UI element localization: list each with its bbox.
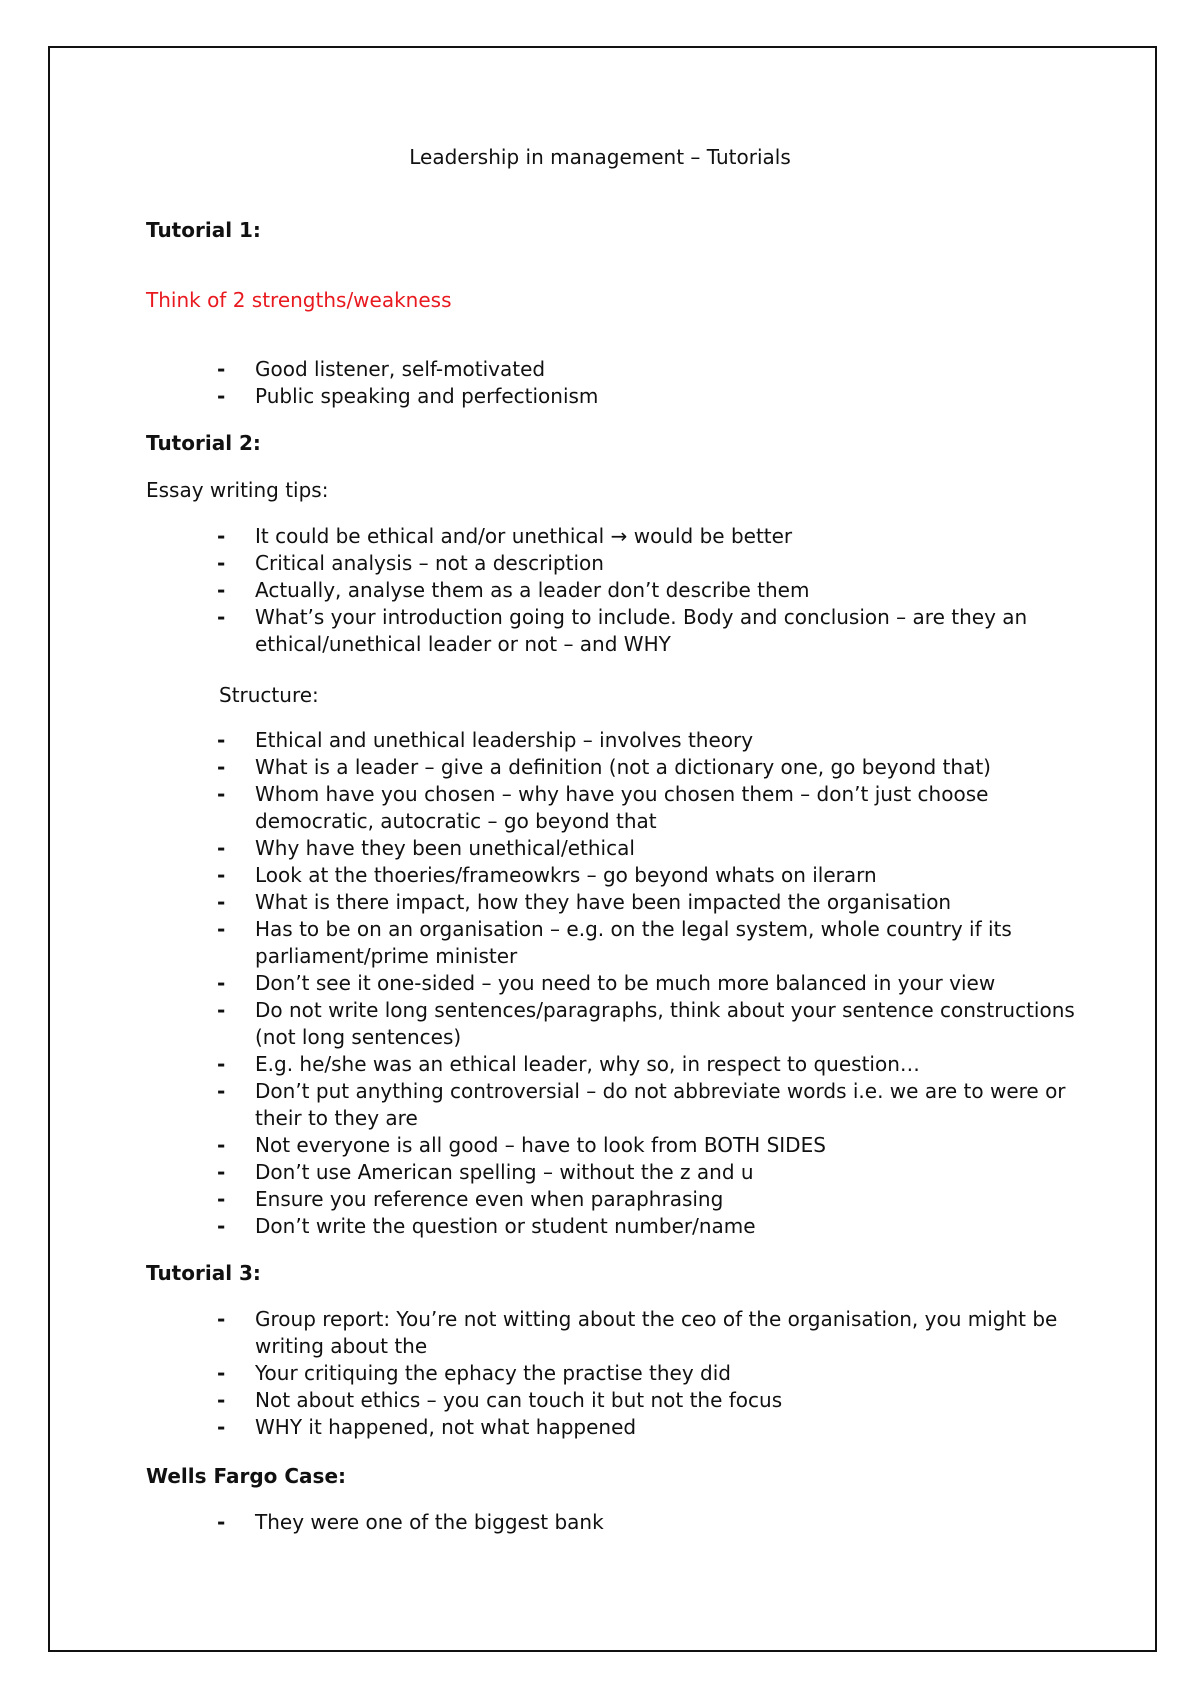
list-item-text: Good listener, self-motivated [255,357,546,381]
list-item [0,604,1075,658]
dash-bullet: - [217,605,226,629]
list-item-text: What is there impact, how they have been impacted the organisation [255,890,952,914]
dash-bullet: - [217,1388,226,1412]
dash-bullet: - [217,1214,226,1238]
tutorial-1-prompt: Think of 2 strengths/weakness [146,288,452,312]
list-item [0,1360,1075,1387]
dash-bullet: - [217,836,226,860]
list-item [0,835,1075,862]
dash-bullet: - [217,917,226,941]
tutorial-3-list [0,1306,1075,1441]
list-item [0,550,1075,577]
list-item-text: Don’t put anything controversial – do not abbreviate words i.e. we are to were or their to they are [255,1079,1066,1130]
list-item [0,916,1075,970]
list-item-text: WHY it happened, not what happened [255,1415,637,1439]
list-item-text: Group report: You’re not witting about the ceo of the organisation, you might be writing about the [255,1307,1058,1358]
list-item-text: Has to be on an organisation – e.g. on the legal system, whole country if its parliament/prime minister [255,917,1012,968]
list-item [0,889,1075,916]
wells-fargo-heading: Wells Fargo Case: [146,1464,346,1488]
dash-bullet: - [217,1133,226,1157]
tutorial-2-heading: Tutorial 2: [146,431,261,455]
list-item-text: Don’t use American spelling – without the z and u [255,1160,754,1184]
list-item [0,862,1075,889]
list-item [0,523,1075,550]
list-item-text: Actually, analyse them as a leader don’t describe them [255,578,810,602]
dash-bullet: - [217,998,226,1022]
dash-bullet: - [217,524,226,548]
tutorial-3-heading: Tutorial 3: [146,1261,261,1285]
list-item-text: Your critiquing the ephacy the practise they did [255,1361,731,1385]
list-item [0,997,1075,1051]
list-item-text: Critical analysis – not a description [255,551,604,575]
list-item [0,970,1075,997]
dash-bullet: - [217,1052,226,1076]
wells-fargo-list [0,1509,1075,1536]
list-item-text: Not everyone is all good – have to look from BOTH SIDES [255,1133,826,1157]
list-item [0,1306,1075,1360]
essay-tips-list [0,523,1075,658]
dash-bullet: - [217,384,226,408]
dash-bullet: - [217,1361,226,1385]
list-item-text: Not about ethics – you can touch it but not the focus [255,1388,783,1412]
list-item-text: Why have they been unethical/ethical [255,836,635,860]
list-item-text: It could be ethical and/or unethical → would be better [255,524,793,548]
list-item-text: Do not write long sentences/paragraphs, think about your sentence constructions (not long sentences) [255,998,1075,1049]
list-item-text: Ensure you reference even when paraphrasing [255,1187,724,1211]
dash-bullet: - [217,728,226,752]
dash-bullet: - [217,1187,226,1211]
dash-bullet: - [217,357,226,381]
list-item [0,1078,1075,1132]
dash-bullet: - [217,890,226,914]
list-item [0,1213,1075,1240]
list-item [0,1509,1075,1536]
list-item-text: Whom have you chosen – why have you chosen them – don’t just choose democratic, autocratic – go beyond that [255,782,989,833]
list-item [0,754,1075,781]
dash-bullet: - [217,755,226,779]
list-item-text: What is a leader – give a definition (not a dictionary one, go beyond that) [255,755,991,779]
document-title: Leadership in management – Tutorials [409,145,791,169]
list-item-text: They were one of the biggest bank [255,1510,604,1534]
list-item [0,1186,1075,1213]
list-item-text: Don’t see it one-sided – you need to be much more balanced in your view [255,971,996,995]
list-item [0,1414,1075,1441]
list-item [0,1387,1075,1414]
dash-bullet: - [217,1510,226,1534]
list-item [0,383,1075,410]
dash-bullet: - [217,971,226,995]
list-item [0,577,1075,604]
list-item [0,1051,1075,1078]
dash-bullet: - [217,1079,226,1103]
list-item-text: Don’t write the question or student number/name [255,1214,756,1238]
list-item-text: What’s your introduction going to include. Body and conclusion – are they an ethical/unethical leader or not – and WHY [255,605,1028,656]
dash-bullet: - [217,1307,226,1331]
list-item [0,356,1075,383]
dash-bullet: - [217,782,226,806]
list-item-text: Look at the thoeries/frameowkrs – go beyond whats on ilerarn [255,863,877,887]
list-item-text: Ethical and unethical leadership – involves theory [255,728,754,752]
list-item [0,781,1075,835]
dash-bullet: - [217,551,226,575]
essay-tips-intro: Essay writing tips: [146,478,329,502]
list-item [0,1159,1075,1186]
list-item-text: E.g. he/she was an ethical leader, why so, in respect to question… [255,1052,920,1076]
dash-bullet: - [217,578,226,602]
list-item-text: Public speaking and perfectionism [255,384,599,408]
tutorial-1-list [0,356,1075,410]
structure-label: Structure: [219,683,319,707]
dash-bullet: - [217,863,226,887]
dash-bullet: - [217,1415,226,1439]
list-item [0,1132,1075,1159]
tutorial-1-heading: Tutorial 1: [146,218,261,242]
structure-list [0,727,1075,1240]
list-item [0,727,1075,754]
dash-bullet: - [217,1160,226,1184]
